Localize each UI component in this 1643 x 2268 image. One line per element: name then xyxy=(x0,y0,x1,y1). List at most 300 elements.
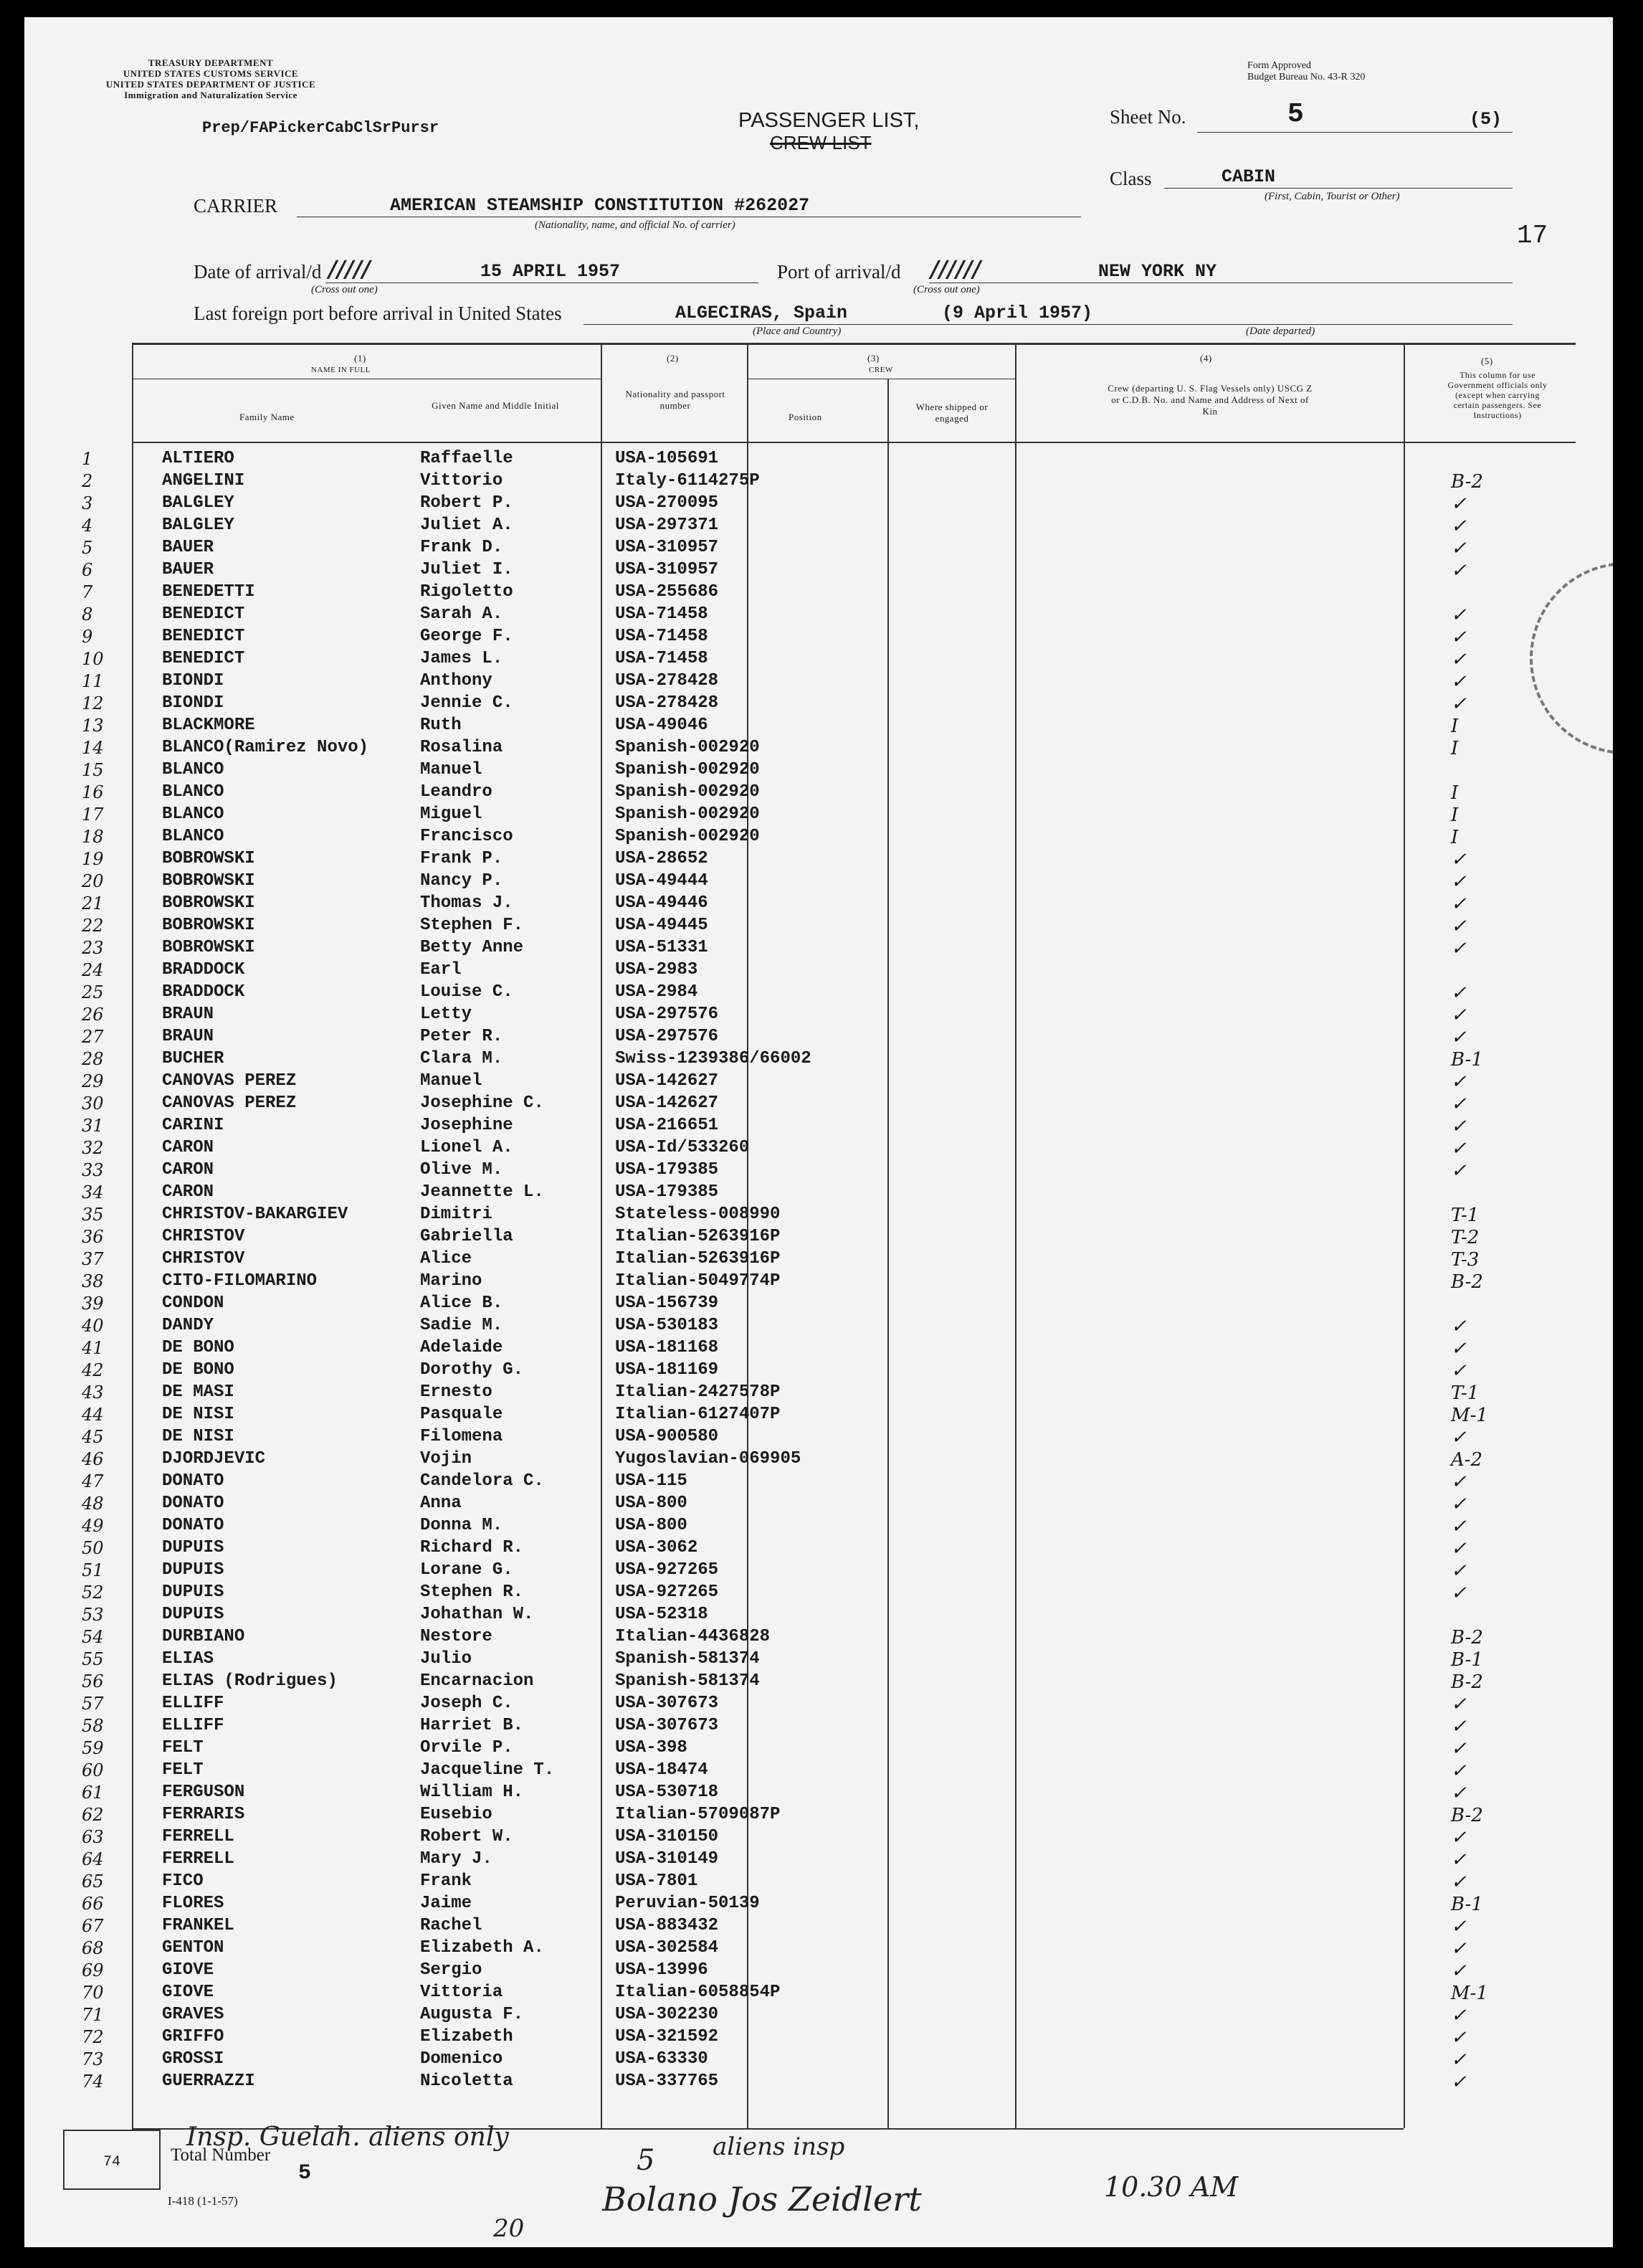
sheet-number-alt: (5) xyxy=(1470,109,1502,130)
nationality-passport: Peruvian-50139 xyxy=(615,1894,760,1913)
family-name: DE MASI xyxy=(162,1382,234,1402)
table-row xyxy=(24,1916,1613,1938)
family-name: BLANCO xyxy=(162,760,224,779)
official-mark: ✓ xyxy=(1451,693,1467,715)
official-mark: M-1 xyxy=(1451,1405,1488,1426)
nationality-passport: USA-49046 xyxy=(615,716,708,735)
official-mark: ✓ xyxy=(1451,893,1467,915)
row-number: 54 xyxy=(82,1627,104,1647)
nationality-passport: Spanish-002920 xyxy=(615,782,760,802)
given-name: James L. xyxy=(420,649,503,668)
nationality-passport: USA-307673 xyxy=(615,1716,719,1735)
official-mark: A-2 xyxy=(1451,1449,1483,1471)
nationality-passport: USA-297371 xyxy=(615,516,719,535)
table-row xyxy=(24,805,1613,827)
family-name: BALGLEY xyxy=(162,516,234,535)
family-name: CARON xyxy=(162,1160,214,1180)
row-number: 55 xyxy=(82,1649,104,1669)
given-name: William H. xyxy=(420,1783,524,1802)
official-mark: ✓ xyxy=(1451,1538,1467,1560)
row-number: 37 xyxy=(82,1249,104,1269)
row-number: 70 xyxy=(82,1983,104,2003)
table-row xyxy=(24,1605,1613,1627)
table-row xyxy=(24,671,1613,693)
given-name: Dimitri xyxy=(420,1205,492,1224)
nationality-passport: USA-179385 xyxy=(615,1182,719,1202)
port-label: Port of arrival/d xyxy=(777,261,901,283)
family-name: DONATO xyxy=(162,1471,224,1491)
nationality-passport: USA-18474 xyxy=(615,1760,708,1780)
given-name: Harriet B. xyxy=(420,1716,524,1735)
table-row xyxy=(24,1316,1613,1338)
nationality-passport: USA-302230 xyxy=(615,2005,719,2024)
official-mark: B-2 xyxy=(1451,1671,1483,1693)
class-value: CABIN xyxy=(1221,166,1276,187)
family-name: GRAVES xyxy=(162,2005,224,2024)
family-name: BENEDICT xyxy=(162,627,245,646)
official-mark: ✓ xyxy=(1451,982,1467,1004)
family-name: CHRISTOV xyxy=(162,1249,245,1268)
official-mark: ✓ xyxy=(1451,560,1467,582)
nationality-passport: Spanish-002920 xyxy=(615,760,760,779)
family-name: FRANKEL xyxy=(162,1916,234,1935)
nationality-passport: Italian-5709087P xyxy=(615,1805,781,1824)
row-number: 62 xyxy=(82,1805,104,1825)
row-number: 36 xyxy=(82,1227,104,1247)
family-name: BAUER xyxy=(162,560,214,579)
table-row xyxy=(24,1427,1613,1449)
port-caption: (Cross out one) xyxy=(913,284,980,295)
official-mark: ✓ xyxy=(1451,1938,1467,1960)
col3-position-header: Position xyxy=(789,412,822,422)
row-number: 48 xyxy=(82,1494,104,1514)
agency-line: TREASURY DEPARTMENT xyxy=(148,57,274,68)
official-mark: ✓ xyxy=(1451,1494,1467,1515)
col3-shipped-header: Where shipped or engaged xyxy=(915,402,989,424)
nationality-passport: USA-49445 xyxy=(615,916,708,935)
nationality-passport: USA-49444 xyxy=(615,871,708,891)
official-mark: ✓ xyxy=(1451,1583,1467,1604)
nationality-passport: Italian-6058854P xyxy=(615,1983,781,2002)
row-number: 8 xyxy=(82,604,93,625)
row-number: 32 xyxy=(82,1138,104,1158)
nationality-passport: USA-278428 xyxy=(615,693,719,713)
row-number: 61 xyxy=(82,1783,104,1803)
official-mark: ✓ xyxy=(1451,516,1467,537)
row-number: 69 xyxy=(82,1960,104,1980)
table-row xyxy=(24,1049,1613,1071)
official-mark: ✓ xyxy=(1451,1027,1467,1048)
given-name: Marino xyxy=(420,1271,482,1291)
nationality-passport: USA-179385 xyxy=(615,1160,719,1180)
date-departed-caption: (Date departed) xyxy=(1246,326,1315,337)
given-name: Candelora C. xyxy=(420,1471,544,1491)
last-port-caption: (Place and Country) xyxy=(753,326,842,337)
given-name: Vittorio xyxy=(420,471,503,490)
table-row xyxy=(24,1738,1613,1760)
nationality-passport: USA-883432 xyxy=(615,1916,719,1935)
family-name: BOBROWSKI xyxy=(162,916,255,935)
crew-list-crossed: CREW LIST xyxy=(770,132,872,153)
given-name: Nicoletta xyxy=(420,2072,513,2091)
table-row xyxy=(24,1871,1613,1894)
arrival-caption: (Cross out one) xyxy=(311,284,378,295)
table-row xyxy=(24,2072,1613,2094)
table-row xyxy=(24,449,1613,471)
official-mark: M-1 xyxy=(1451,1983,1488,2004)
row-number: 50 xyxy=(82,1538,104,1558)
nationality-passport: USA-216651 xyxy=(615,1116,719,1135)
row-number: 38 xyxy=(82,1271,104,1291)
table-row xyxy=(24,1227,1613,1249)
nationality-passport: USA-3062 xyxy=(615,1538,698,1557)
given-name: Augusta F. xyxy=(420,2005,524,2024)
row-number: 22 xyxy=(82,916,104,936)
row-number: 28 xyxy=(82,1049,104,1069)
given-name: Clara M. xyxy=(420,1049,503,1068)
nationality-passport: USA-Id/533260 xyxy=(615,1138,750,1157)
row-number: 12 xyxy=(82,693,104,713)
table-row xyxy=(24,1027,1613,1049)
family-name: BLANCO xyxy=(162,827,224,846)
family-name: GENTON xyxy=(162,1938,224,1958)
total-label: Total Number xyxy=(171,2145,271,2165)
nationality-passport: USA-302584 xyxy=(615,1938,719,1958)
family-name: BLANCO xyxy=(162,805,224,824)
official-mark: ✓ xyxy=(1451,649,1467,670)
given-name: Joseph C. xyxy=(420,1694,513,1713)
family-name: BOBROWSKI xyxy=(162,893,255,913)
family-name: FERGUSON xyxy=(162,1783,245,1802)
nationality-passport: USA-297576 xyxy=(615,1005,719,1024)
given-name: Gabriella xyxy=(420,1227,513,1246)
nationality-passport: USA-181169 xyxy=(615,1360,719,1380)
official-mark: I xyxy=(1451,805,1459,826)
given-name: Filomena xyxy=(420,1427,503,1446)
family-name: BENEDETTI xyxy=(162,582,255,602)
row-number: 67 xyxy=(82,1916,104,1936)
official-mark: ✓ xyxy=(1451,2072,1467,2093)
official-mark: ✓ xyxy=(1451,916,1467,937)
nationality-passport: USA-7801 xyxy=(615,1871,698,1891)
family-name: BALGLEY xyxy=(162,493,234,513)
table-row xyxy=(24,1516,1613,1538)
table-row xyxy=(24,1005,1613,1027)
official-mark: ✓ xyxy=(1451,1783,1467,1804)
agency-block xyxy=(60,57,361,100)
given-name: Pasquale xyxy=(420,1405,503,1424)
family-name: CANOVAS PEREZ xyxy=(162,1093,297,1113)
official-mark: ✓ xyxy=(1451,1849,1467,1871)
port-value: NEW YORK NY xyxy=(1098,261,1217,282)
given-name: Frank xyxy=(420,1871,472,1891)
given-name: Alice B. xyxy=(420,1294,503,1313)
arrival-label: Date of arrival/d xyxy=(194,261,322,283)
given-name: Eusebio xyxy=(420,1805,492,1824)
given-name: Louise C. xyxy=(420,982,513,1002)
family-name: ELLIFF xyxy=(162,1694,224,1713)
nationality-passport: USA-530718 xyxy=(615,1783,719,1802)
row-number: 34 xyxy=(82,1182,104,1202)
col1-given-header: Given Name and Middle Initial xyxy=(432,400,559,411)
table-row xyxy=(24,1116,1613,1138)
given-name: Juliet A. xyxy=(420,516,513,535)
given-name: Elizabeth A. xyxy=(420,1938,544,1958)
family-name: CARON xyxy=(162,1138,214,1157)
nationality-passport: Spanish-581374 xyxy=(615,1671,760,1691)
table-row xyxy=(24,2027,1613,2049)
given-name: Ernesto xyxy=(420,1382,492,1402)
nationality-passport: USA-115 xyxy=(615,1471,687,1491)
nationality-passport: Spanish-581374 xyxy=(615,1649,760,1669)
nationality-passport: USA-28652 xyxy=(615,849,708,868)
given-name: Leandro xyxy=(420,782,492,802)
row-number: 18 xyxy=(82,827,104,847)
nationality-passport: USA-310149 xyxy=(615,1849,719,1869)
nationality-passport: USA-297576 xyxy=(615,1027,719,1046)
table-row xyxy=(24,649,1613,671)
table-row xyxy=(24,1271,1613,1294)
col1-family-header: Family Name xyxy=(239,412,295,422)
nationality-passport: Italian-5049774P xyxy=(615,1271,781,1291)
official-mark: ✓ xyxy=(1451,1093,1467,1115)
table-row xyxy=(24,1649,1613,1671)
given-name: Rosalina xyxy=(420,738,503,757)
official-mark: ✓ xyxy=(1451,1071,1467,1093)
nationality-passport: USA-927265 xyxy=(615,1560,719,1580)
row-number: 33 xyxy=(82,1160,104,1180)
family-name: BOBROWSKI xyxy=(162,849,255,868)
nationality-passport: USA-800 xyxy=(615,1516,687,1535)
col5-num: (5) xyxy=(1481,356,1493,366)
row-number: 30 xyxy=(82,1093,104,1114)
row-number: 52 xyxy=(82,1583,104,1603)
official-mark: ✓ xyxy=(1451,1916,1467,1937)
table-row xyxy=(24,693,1613,716)
row-number: 43 xyxy=(82,1382,104,1403)
given-name: Rigoletto xyxy=(420,582,513,602)
given-name: Johathan W. xyxy=(420,1605,534,1624)
table-row xyxy=(24,1560,1613,1583)
nationality-passport: USA-310150 xyxy=(615,1827,719,1846)
table-row xyxy=(24,627,1613,649)
given-name: Adelaide xyxy=(420,1338,503,1357)
row-number: 59 xyxy=(82,1738,104,1758)
table-row xyxy=(24,1938,1613,1960)
table-row xyxy=(24,1294,1613,1316)
family-name: GIOVE xyxy=(162,1960,214,1980)
family-name: DUPUIS xyxy=(162,1538,224,1557)
official-mark: ✓ xyxy=(1451,493,1467,515)
given-name: Letty xyxy=(420,1005,472,1024)
official-mark: I xyxy=(1451,716,1459,737)
given-name: George F. xyxy=(420,627,513,646)
row-number: 21 xyxy=(82,893,104,914)
family-name: DURBIANO xyxy=(162,1627,245,1646)
given-name: Alice xyxy=(420,1249,472,1268)
table-row xyxy=(24,1160,1613,1182)
given-name: Frank D. xyxy=(420,538,503,557)
family-name: DUPUIS xyxy=(162,1560,224,1580)
official-mark: ✓ xyxy=(1451,1471,1467,1493)
table-row xyxy=(24,1093,1613,1116)
row-number: 57 xyxy=(82,1694,104,1714)
table-row xyxy=(24,1138,1613,1160)
official-mark: B-2 xyxy=(1451,1805,1483,1826)
family-name: BLANCO xyxy=(162,782,224,802)
nationality-passport: USA-49446 xyxy=(615,893,708,913)
given-name: Earl xyxy=(420,960,462,979)
table-row xyxy=(24,1716,1613,1738)
official-mark: ✓ xyxy=(1451,1738,1467,1760)
official-mark: B-2 xyxy=(1451,471,1483,493)
nationality-passport: USA-2984 xyxy=(615,982,698,1002)
row-number: 24 xyxy=(82,960,104,980)
official-mark: I xyxy=(1451,782,1459,804)
row-number: 23 xyxy=(82,938,104,958)
family-name: BIONDI xyxy=(162,693,224,713)
family-name: GIOVE xyxy=(162,1983,214,2002)
family-name: FICO xyxy=(162,1871,204,1891)
row-number: 5 xyxy=(82,538,93,558)
family-name: BAUER xyxy=(162,538,214,557)
official-mark: B-2 xyxy=(1451,1271,1483,1293)
table-row xyxy=(24,760,1613,782)
given-name: Sarah A. xyxy=(420,604,503,624)
table-row xyxy=(24,1471,1613,1494)
given-name: Domenico xyxy=(420,2049,503,2069)
row-number: 7 xyxy=(82,582,93,602)
nationality-passport: USA-398 xyxy=(615,1738,687,1757)
given-name: Miguel xyxy=(420,805,482,824)
official-mark: T-3 xyxy=(1451,1249,1480,1271)
given-name: Encarnacion xyxy=(420,1671,534,1691)
official-mark: B-1 xyxy=(1451,1894,1483,1915)
table-row xyxy=(24,1583,1613,1605)
given-name: Robert P. xyxy=(420,493,513,513)
official-mark: ✓ xyxy=(1451,938,1467,959)
table-row xyxy=(24,1805,1613,1827)
given-name: Elizabeth xyxy=(420,2027,513,2046)
table-row xyxy=(24,1205,1613,1227)
table-row xyxy=(24,1760,1613,1783)
row-number: 44 xyxy=(82,1405,104,1425)
given-name: Jennie C. xyxy=(420,693,513,713)
nationality-passport: USA-307673 xyxy=(615,1694,719,1713)
table-row xyxy=(24,1405,1613,1427)
family-name: DANDY xyxy=(162,1316,214,1335)
nationality-passport: USA-142627 xyxy=(615,1093,719,1113)
given-name: Nancy P. xyxy=(420,871,503,891)
class-caption: (First, Cabin, Tourist or Other) xyxy=(1265,191,1400,202)
row-number: 64 xyxy=(82,1849,104,1869)
table-row xyxy=(24,604,1613,627)
given-name: Josephine C. xyxy=(420,1093,544,1113)
arrival-date: 15 APRIL 1957 xyxy=(480,261,621,282)
table-row xyxy=(24,782,1613,805)
given-name: Sergio xyxy=(420,1960,482,1980)
official-mark: T-1 xyxy=(1451,1205,1480,1226)
handwritten-note-3: aliens insp xyxy=(713,2132,845,2161)
row-number: 2 xyxy=(82,471,93,491)
row-number: 29 xyxy=(82,1071,104,1091)
row-number: 51 xyxy=(82,1560,104,1580)
family-name: ELIAS xyxy=(162,1649,214,1669)
family-name: FLORES xyxy=(162,1894,224,1913)
passenger-list-form xyxy=(24,17,1613,2247)
official-mark: ✓ xyxy=(1451,1160,1467,1182)
arrival-crossed: ///// xyxy=(328,255,371,283)
row-number: 25 xyxy=(82,982,104,1002)
family-name: BOBROWSKI xyxy=(162,871,255,891)
nationality-passport: Italy-6114275P xyxy=(615,471,760,490)
given-name: Stephen R. xyxy=(420,1583,524,1602)
given-name: Jacqueline T. xyxy=(420,1760,555,1780)
given-name: Rachel xyxy=(420,1916,482,1935)
page-title: PASSENGER LIST, xyxy=(738,109,920,132)
given-name: Frank P. xyxy=(420,849,503,868)
total-value: 5 xyxy=(298,2161,312,2186)
nationality-passport: Yugoslavian-069905 xyxy=(615,1449,801,1468)
family-name: BLACKMORE xyxy=(162,716,255,735)
row-number: 6 xyxy=(82,560,93,580)
row-number: 42 xyxy=(82,1360,104,1380)
table-row xyxy=(24,871,1613,893)
official-mark: ✓ xyxy=(1451,627,1467,648)
official-mark: ✓ xyxy=(1451,1827,1467,1849)
family-name: CONDON xyxy=(162,1294,224,1313)
family-name: BRAUN xyxy=(162,1005,214,1024)
form-number: I-418 (1-1-57) xyxy=(168,2194,238,2208)
family-name: ALTIERO xyxy=(162,449,234,468)
nationality-passport: USA-900580 xyxy=(615,1427,719,1446)
form-approved: Form Approved xyxy=(1247,60,1312,71)
family-name: CARON xyxy=(162,1182,214,1202)
given-name: Josephine xyxy=(420,1116,513,1135)
total-box-value: 74 xyxy=(103,2154,121,2170)
official-mark: ✓ xyxy=(1451,604,1467,626)
official-mark: I xyxy=(1451,827,1459,848)
family-name: CITO-FILOMARINO xyxy=(162,1271,318,1291)
official-mark: ✓ xyxy=(1451,2049,1467,2071)
handwritten-note-4: Bolano Jos Zeidlert xyxy=(602,2180,922,2219)
given-name: Stephen F. xyxy=(420,916,524,935)
agency-line: UNITED STATES CUSTOMS SERVICE xyxy=(123,68,299,79)
col5-title: This column for use Government officials only (except when carrying certain passengers. See Instructions) xyxy=(1447,370,1548,420)
official-mark: ✓ xyxy=(1451,1960,1467,1982)
given-name: Manuel xyxy=(420,760,482,779)
official-mark: ✓ xyxy=(1451,1516,1467,1537)
family-name: CHRISTOV-BAKARGIEV xyxy=(162,1205,348,1224)
given-name: Julio xyxy=(420,1649,472,1669)
official-mark: B-1 xyxy=(1451,1649,1483,1671)
row-number: 14 xyxy=(82,738,104,758)
nationality-passport: Italian-2427578P xyxy=(615,1382,781,1402)
official-mark: ✓ xyxy=(1451,671,1467,693)
table-row xyxy=(24,471,1613,493)
nationality-passport: USA-52318 xyxy=(615,1605,708,1624)
col2-num: (2) xyxy=(667,353,679,364)
col1-title: NAME IN FULL xyxy=(311,366,371,374)
nationality-passport: USA-71458 xyxy=(615,627,708,646)
official-mark: ✓ xyxy=(1451,871,1467,893)
row-number: 9 xyxy=(82,627,93,647)
given-name: Vittoria xyxy=(420,1983,503,2002)
nationality-passport: Italian-6127407P xyxy=(615,1405,781,1424)
handwritten-note-1: Insp. Guelah. aliens only xyxy=(186,2122,509,2152)
official-mark: ✓ xyxy=(1451,2005,1467,2026)
last-port-date: (9 April 1957) xyxy=(942,303,1093,323)
